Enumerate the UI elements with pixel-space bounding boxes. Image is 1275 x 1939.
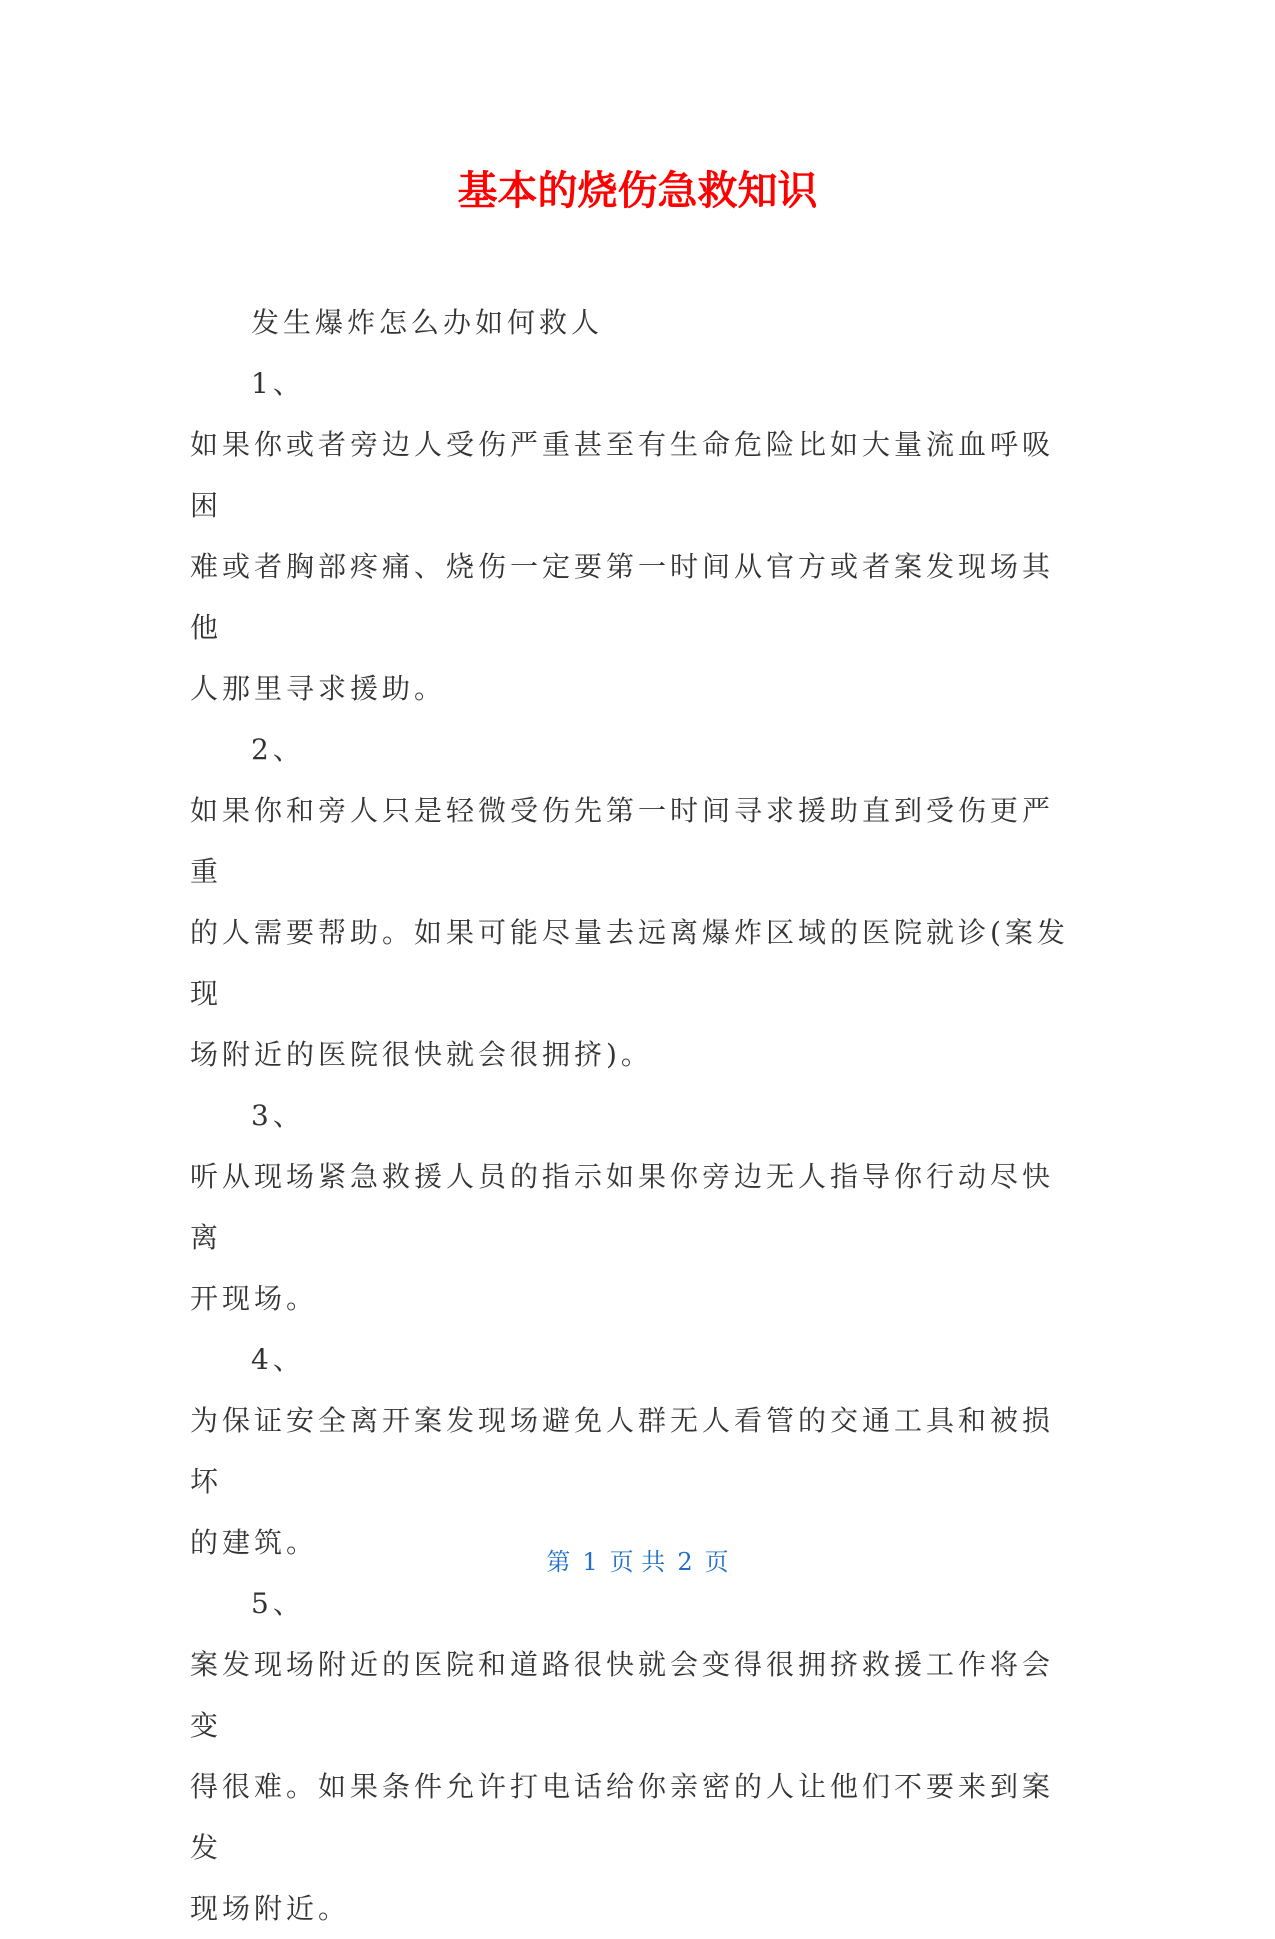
document-title: 基本的烧伤急救知识: [457, 168, 818, 214]
item-number-5: 5、: [251, 1587, 305, 1620]
item-5-line-2: 得很难。如果条件允许打电话给你亲密的人让他们不要来到案发: [190, 1770, 1055, 1864]
item-5-line-1: 案发现场附近的医院和道路很快就会变得很拥挤救援工作将会变: [190, 1648, 1055, 1742]
footer-total-pages: 2: [677, 1548, 693, 1576]
item-3-line-2: 开现场。: [190, 1282, 319, 1315]
item-2-line-3: 场附近的医院很快就会很拥挤)。: [190, 1038, 653, 1071]
item-4-line-1: 为保证安全离开案发现场避免人群无人看管的交通工具和被损坏: [190, 1404, 1055, 1498]
footer-mid: 页 共: [609, 1548, 666, 1576]
item-number-3: 3、: [251, 1099, 305, 1132]
page-footer: [0, 1547, 1275, 1577]
item-number-4: 4、: [251, 1343, 305, 1376]
item-4-line-2: 的建筑。: [190, 1526, 319, 1559]
subtitle: 发生爆炸怎么办如何救人: [251, 306, 604, 339]
footer-suffix: 页: [704, 1548, 729, 1576]
footer-prefix: 第: [546, 1548, 571, 1576]
item-2-line-1: 如果你和旁人只是轻微受伤先第一时间寻求援助直到受伤更严重: [190, 794, 1055, 888]
item-1-line-1: 如果你或者旁边人受伤严重甚至有生命危险比如大量流血呼吸困: [190, 428, 1055, 522]
footer-current-page: 1: [582, 1548, 598, 1576]
item-number-2: 2、: [251, 733, 305, 766]
item-2-line-2: 的人需要帮助。如果可能尽量去远离爆炸区域的医院就诊(案发现: [190, 916, 1069, 1010]
item-1-line-3: 人那里寻求援助。: [190, 672, 447, 705]
item-5-line-3: 现场附近。: [190, 1892, 351, 1925]
item-1-line-2: 难或者胸部疼痛、烧伤一定要第一时间从官方或者案发现场其他: [190, 550, 1055, 644]
item-3-line-1: 听从现场紧急救援人员的指示如果你旁边无人指导你行动尽快离: [190, 1160, 1055, 1254]
item-number-1: 1、: [251, 367, 305, 400]
document-body: [190, 292, 1080, 1939]
